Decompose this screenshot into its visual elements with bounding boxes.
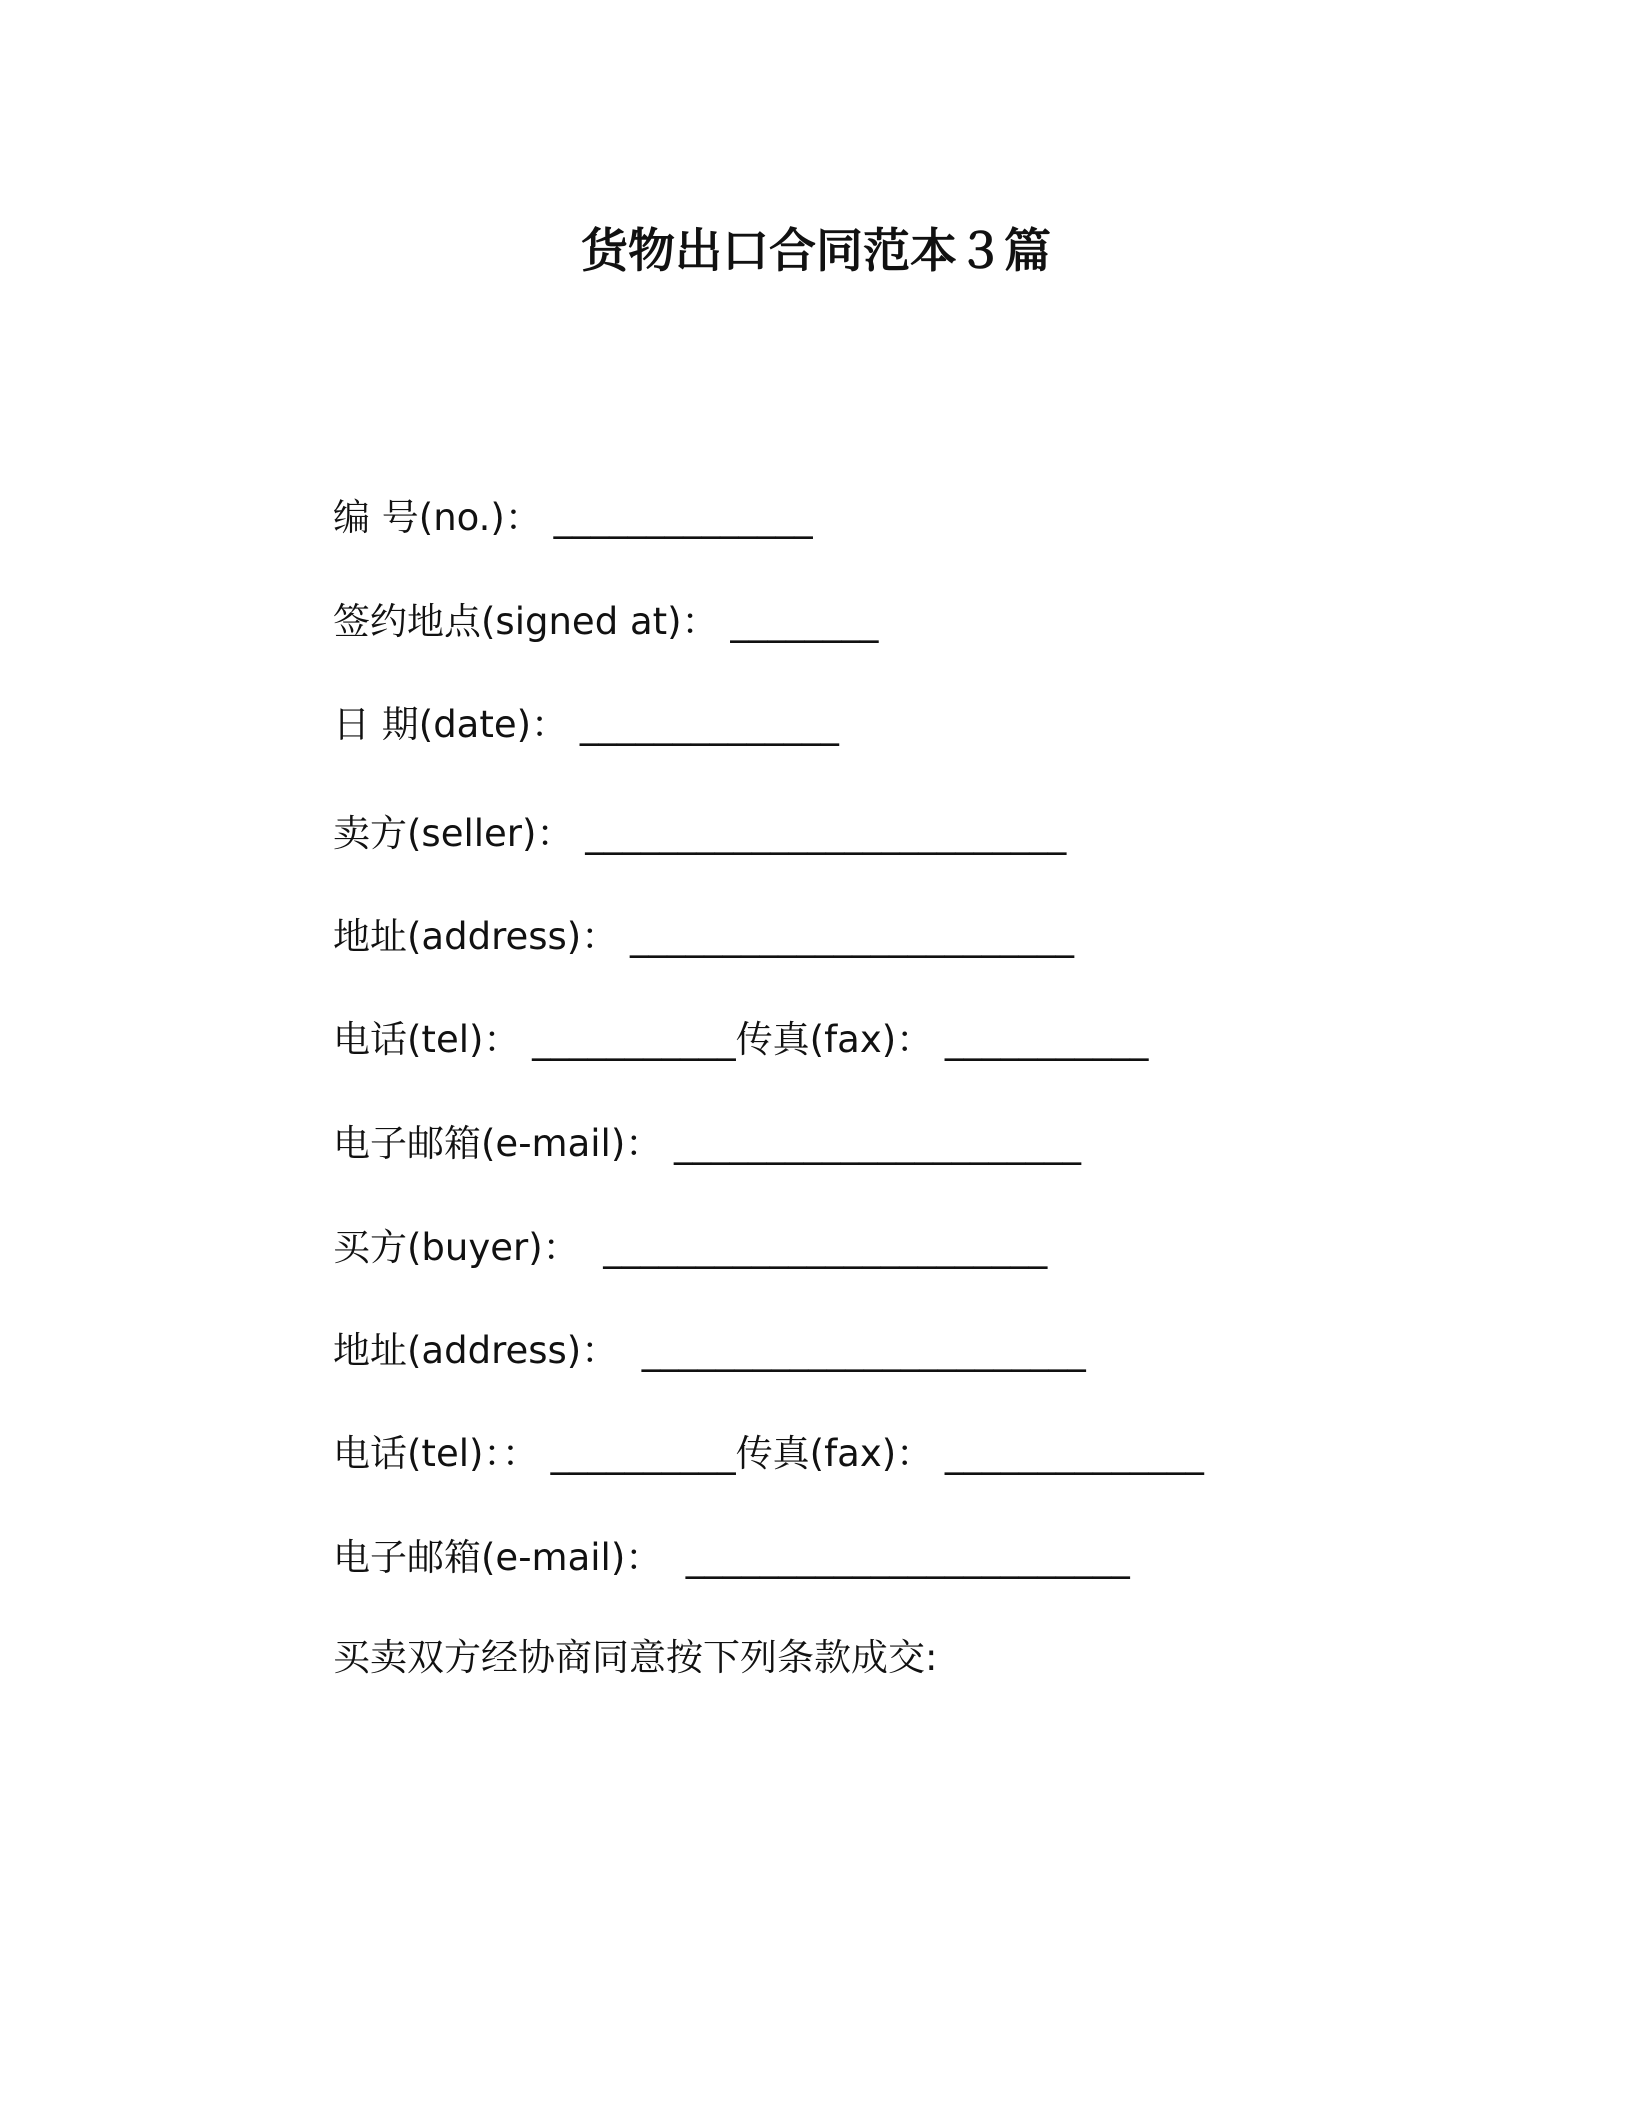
field-buyer	[333, 1224, 1047, 1272]
closing-statement: 买卖双方经协商同意按下列条款成交:	[333, 1636, 938, 1679]
field-label: 地址(address)：	[333, 915, 619, 958]
field-blank: ________________________	[662, 1536, 1130, 1579]
field-label: 日 期(date)：	[333, 703, 569, 746]
field-signed-at	[333, 598, 878, 646]
field-seller-address	[333, 913, 1074, 961]
field-blank: ________________________	[618, 1329, 1086, 1372]
field-label: 卖方(seller)：	[333, 812, 574, 855]
field-blank: __________	[538, 1432, 736, 1475]
field-label: 传真(fax)：	[735, 1432, 934, 1475]
document-title: 货物出口合同范本３篇	[581, 224, 1051, 279]
field-blank: ______________	[541, 496, 813, 539]
field-buyer-tel-fax	[333, 1430, 1204, 1478]
field-blank: ______________________	[662, 1122, 1082, 1165]
field-label: 签约地点(signed at)：	[333, 600, 719, 643]
field-seller-email	[333, 1120, 1081, 1168]
field-label: 电子邮箱(e-mail)：	[333, 1122, 663, 1165]
field-seller	[333, 810, 1066, 858]
field-date	[333, 701, 839, 749]
field-label: 地址(address)：	[333, 1329, 619, 1372]
field-blank: ______________	[933, 1432, 1204, 1475]
field-label: 电话(tel)：	[333, 1018, 521, 1061]
field-label: 电子邮箱(e-mail)：	[333, 1536, 663, 1579]
field-blank: ______________	[568, 703, 839, 746]
field-blank: ___________	[933, 1018, 1149, 1061]
field-blank: ___________	[520, 1018, 736, 1061]
field-buyer-address	[333, 1327, 1086, 1375]
field-buyer-email	[333, 1534, 1130, 1582]
field-label: 买方(buyer)：	[333, 1226, 580, 1269]
field-blank: ________	[718, 600, 879, 643]
field-blank: __________________________	[573, 812, 1067, 855]
field-seller-tel-fax	[333, 1016, 1148, 1064]
field-blank: ________________________	[579, 1226, 1048, 1269]
field-blank: ________________________	[618, 915, 1074, 958]
field-label: 传真(fax)：	[735, 1018, 934, 1061]
field-contract-number	[333, 494, 813, 542]
field-label: 编 号(no.)：	[333, 496, 542, 539]
field-label: 电话(tel)：：	[333, 1432, 539, 1475]
